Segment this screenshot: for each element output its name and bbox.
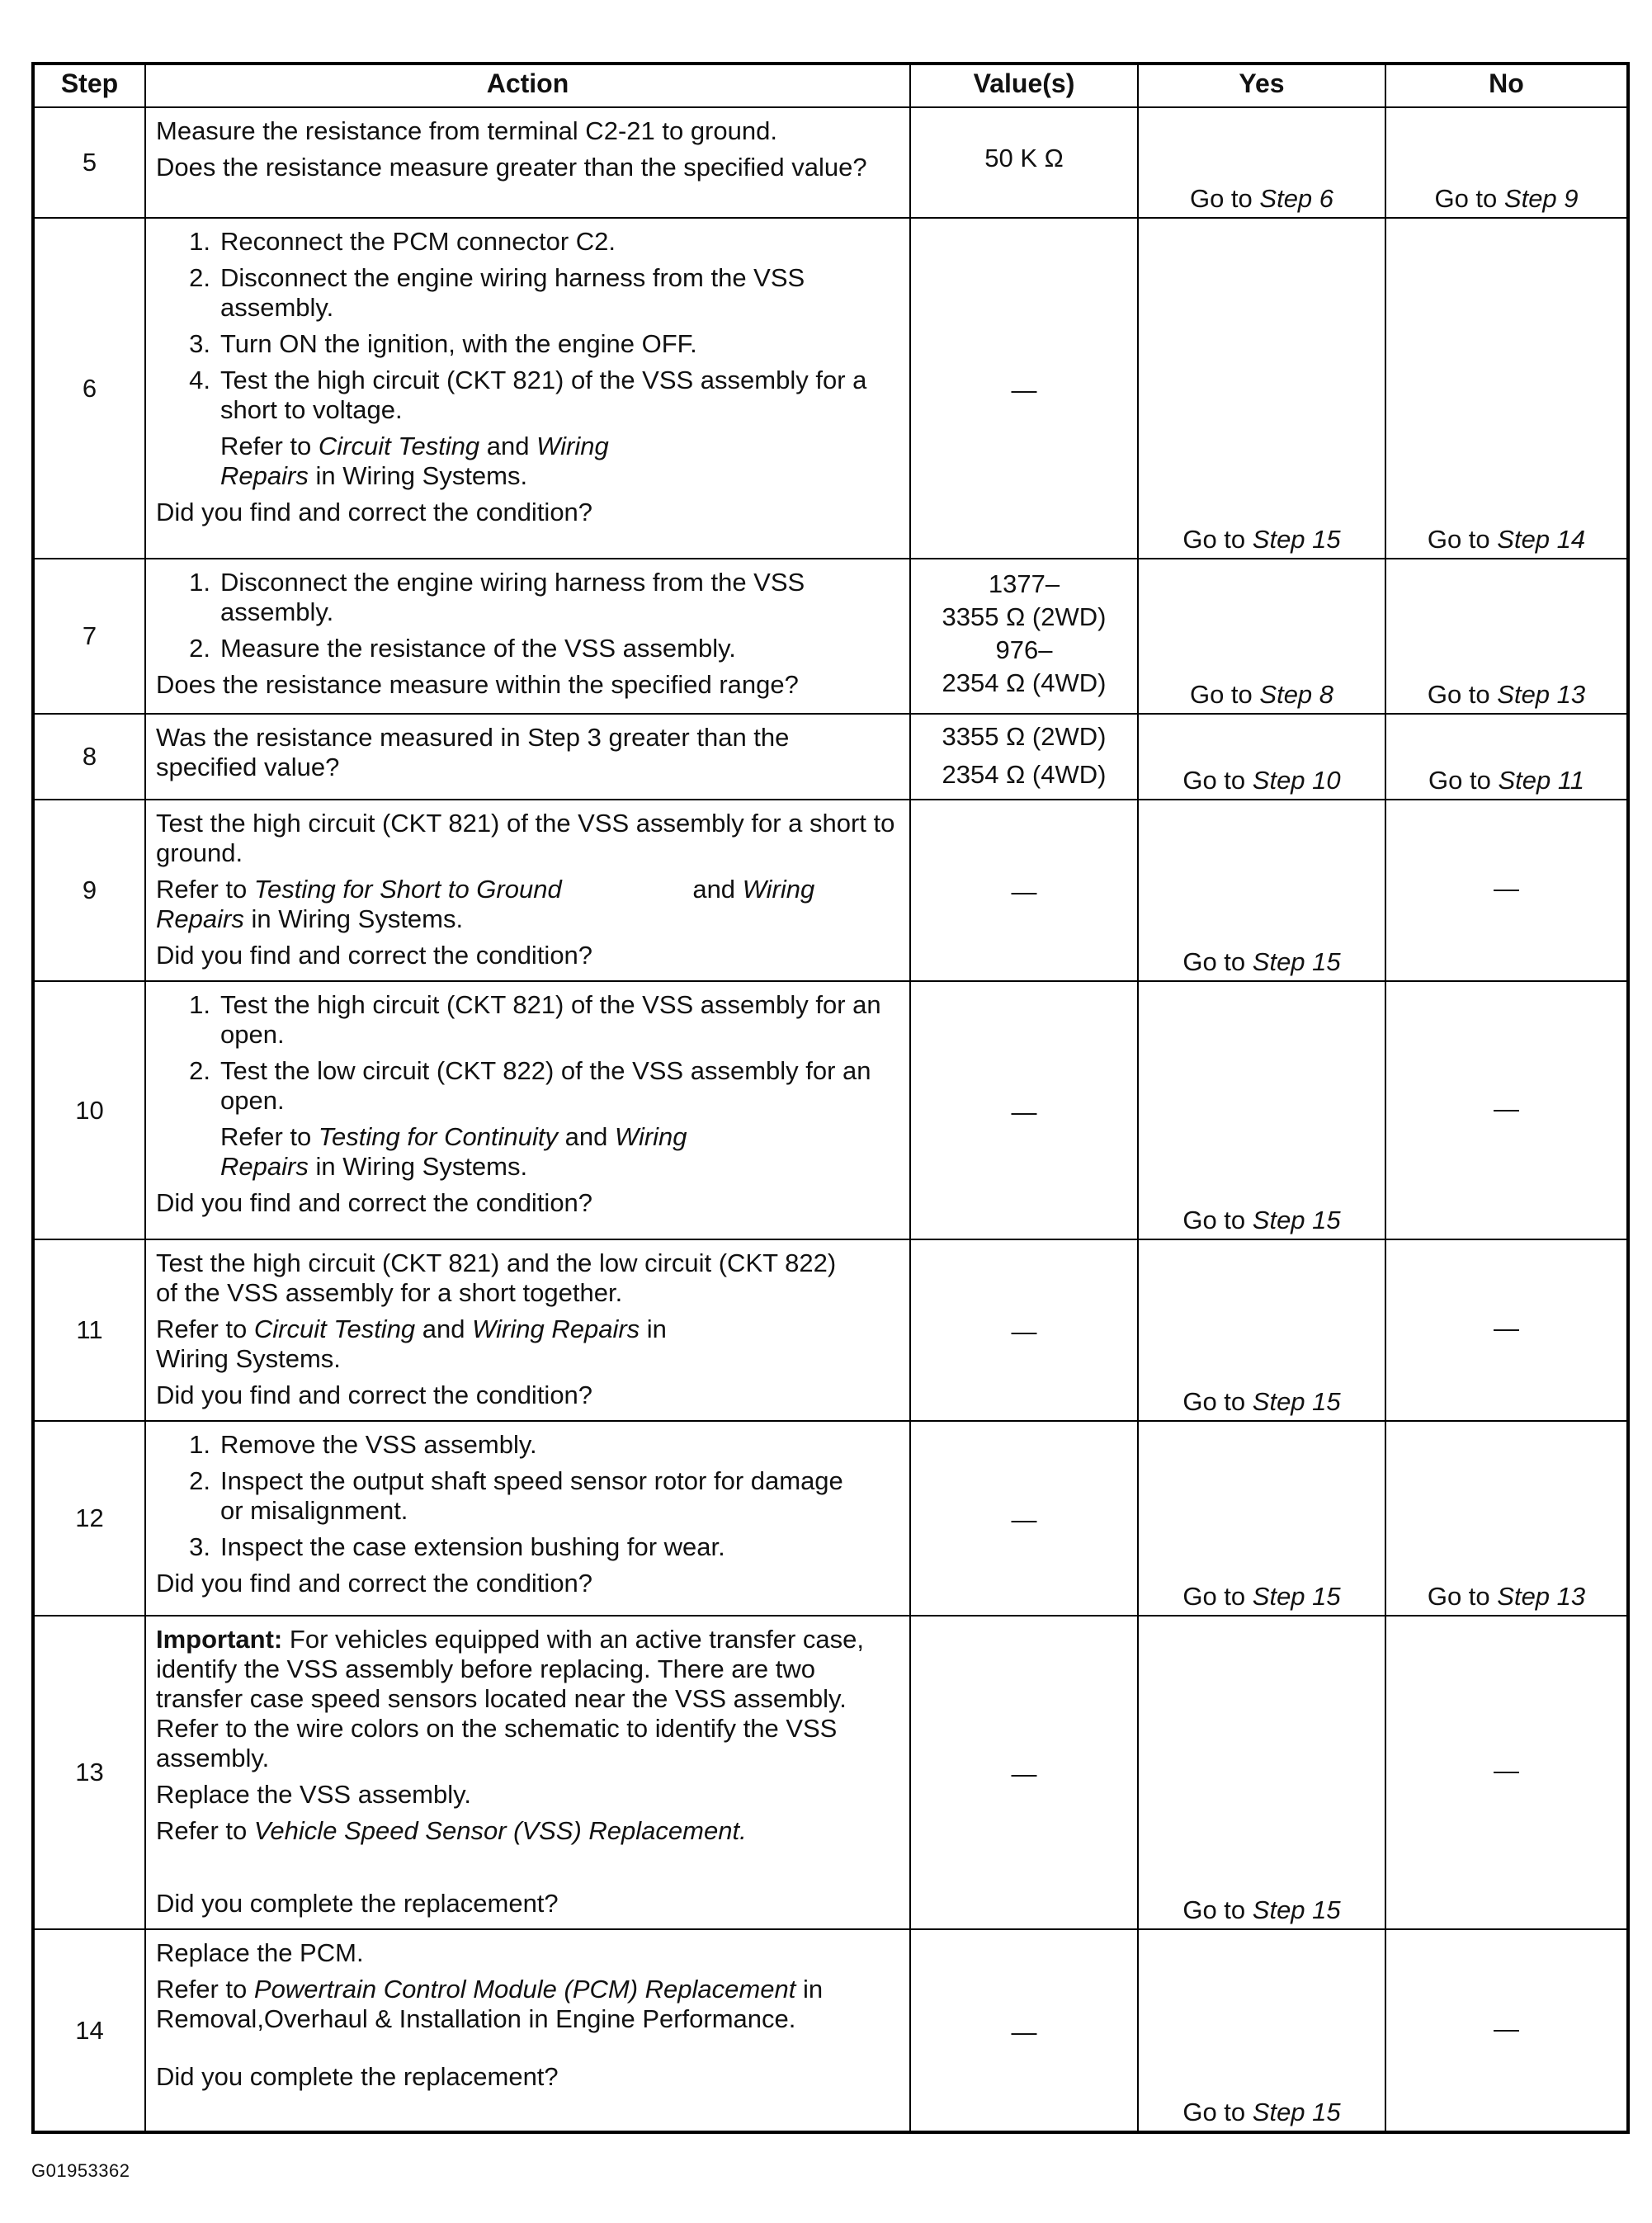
- step-number: 9: [33, 800, 145, 981]
- action-text: Replace the VSS assembly.: [156, 1780, 471, 1809]
- yes-step-link: Step 15: [1252, 947, 1341, 976]
- yes-cell: Go to Step 10: [1138, 714, 1385, 800]
- action-text: Measure the resistance from terminal C2-21 to ground.: [156, 116, 777, 145]
- no-step-link: Step 13: [1497, 1582, 1586, 1611]
- header-step: Step: [33, 64, 145, 107]
- refer-text: Refer to Powertrain Control Module (PCM) Replacement in Removal,Overhaul & Installation in Engine Performance.: [156, 1975, 824, 2033]
- step-number: 7: [33, 559, 145, 714]
- table-row: [33, 559, 1628, 714]
- no-cell: —: [1385, 981, 1628, 1239]
- yes-cell: Go to Step 15: [1138, 1616, 1385, 1929]
- no-step-link: Step 9: [1503, 184, 1579, 213]
- step-number: 13: [33, 1616, 145, 1929]
- yes-cell: Go to Step 15: [1138, 1239, 1385, 1421]
- go-to-label: Go to: [1189, 184, 1253, 213]
- list-item: 1. Disconnect the engine wiring harness from the VSS assembly.: [189, 568, 805, 626]
- important-note: Important: For vehicles equipped with an active transfer case, identify the VSS assembly before replacing. There are two transfer case speed sensors located near the VSS assembly. Refer to the wire colors on the schematic to identify the VSS assembly.: [156, 1625, 865, 1772]
- question-text: Did you complete the replacement?: [156, 1889, 559, 1918]
- yes-step-link: Step 15: [1252, 525, 1341, 554]
- list-item: 1. Reconnect the PCM connector C2.: [189, 227, 616, 256]
- action-cell: [145, 1616, 910, 1929]
- action-cell: [145, 1929, 910, 2132]
- yes-cell: Go to Step 15: [1138, 800, 1385, 981]
- action-cell: [145, 981, 910, 1239]
- question-text: Did you find and correct the condition?: [156, 1381, 593, 1409]
- table-row: [33, 1421, 1628, 1616]
- question-text: Did you find and correct the condition?: [156, 498, 593, 526]
- list-item: 1. Test the high circuit (CKT 821) of the VSS assembly for an open.: [189, 990, 881, 1049]
- value-cell: —: [910, 218, 1138, 559]
- no-cell: [1385, 107, 1628, 218]
- step-number: 14: [33, 1929, 145, 2132]
- question-text: Was the resistance measured in Step 3 greater than the specified value?: [156, 723, 790, 781]
- no-cell: Go to Step 13: [1385, 1421, 1628, 1616]
- value-cell: —: [910, 1421, 1138, 1616]
- value-cell: —: [910, 1616, 1138, 1929]
- yes-step-link: Step 15: [1252, 1206, 1341, 1234]
- figure-id: G01953362: [31, 2160, 130, 2181]
- list-item: 2. Disconnect the engine wiring harness from the VSS assembly.: [189, 263, 805, 322]
- header-values: Value(s): [910, 64, 1138, 107]
- action-cell: [145, 1239, 910, 1421]
- table-row: [33, 800, 1628, 981]
- list-item: 3. Turn ON the ignition, with the engine OFF.: [189, 329, 697, 358]
- yes-step-link: Step 6: [1259, 184, 1334, 213]
- question-text: Does the resistance measure greater than the specified value?: [156, 153, 867, 182]
- no-step-link: Step 11: [1498, 766, 1585, 795]
- header-row: [33, 64, 1628, 107]
- table-row: [33, 1616, 1628, 1929]
- yes-step-link: Step 10: [1252, 766, 1341, 795]
- list-item: 1. Remove the VSS assembly.: [189, 1430, 537, 1459]
- action-cell: [145, 559, 910, 714]
- list-item: 2. Inspect the output shaft speed sensor rotor for damage or misalignment.: [189, 1466, 843, 1525]
- value-cell: —: [910, 1929, 1138, 2132]
- no-cell: —: [1385, 1616, 1628, 1929]
- action-cell: [145, 218, 910, 559]
- no-cell: Go to Step 11: [1385, 714, 1628, 800]
- yes-cell: Go to Step 15: [1138, 981, 1385, 1239]
- no-cell: Go to Step 13: [1385, 559, 1628, 714]
- no-step-link: Step 13: [1497, 680, 1586, 709]
- list-item: 4. Test the high circuit (CKT 821) of the VSS assembly for a short to voltage.: [189, 366, 867, 424]
- question-text: Did you complete the replacement?: [156, 2062, 559, 2091]
- refer-text: Refer to Circuit Testing and Wiring Repairs in Wiring Systems.: [220, 432, 609, 490]
- value-text: 50 K Ω: [984, 144, 1064, 172]
- no-cell: Go to Step 14: [1385, 218, 1628, 559]
- table-row: [33, 714, 1628, 800]
- yes-step-link: Step 15: [1252, 1582, 1341, 1611]
- value-cell: [910, 107, 1138, 218]
- action-cell: [145, 714, 910, 800]
- action-text: Replace the PCM.: [156, 1938, 364, 1967]
- refer-text: Refer to Testing for Continuity and Wiring Repairs in Wiring Systems.: [220, 1122, 687, 1181]
- table-row: [33, 218, 1628, 559]
- refer-text: Refer to Testing for Short to Ground and Wiring Repairs in Wiring Systems.: [156, 875, 815, 933]
- header-action: Action: [145, 64, 910, 107]
- yes-cell: Go to Step 15: [1138, 218, 1385, 559]
- no-cell: —: [1385, 1929, 1628, 2132]
- question-text: Did you find and correct the condition?: [156, 1569, 593, 1598]
- action-cell: [145, 107, 910, 218]
- question-text: Does the resistance measure within the specified range?: [156, 670, 799, 699]
- step-number: 6: [33, 218, 145, 559]
- diagnostic-table: [31, 62, 1630, 2134]
- yes-step-link: Step 15: [1252, 2098, 1341, 2126]
- action-cell: [145, 1421, 910, 1616]
- no-cell: —: [1385, 800, 1628, 981]
- yes-step-link: Step 8: [1259, 680, 1334, 709]
- table-row: [33, 107, 1628, 218]
- refer-text: Refer to Circuit Testing and Wiring Repairs in Wiring Systems.: [156, 1314, 667, 1373]
- header-no: No: [1385, 64, 1628, 107]
- header-yes: Yes: [1138, 64, 1385, 107]
- list-item: 3. Inspect the case extension bushing for wear.: [189, 1532, 725, 1561]
- refer-text: Refer to Vehicle Speed Sensor (VSS) Replacement.: [156, 1816, 747, 1845]
- list-item: 2. Test the low circuit (CKT 822) of the VSS assembly for an open.: [189, 1056, 871, 1115]
- list-item: 2. Measure the resistance of the VSS assembly.: [189, 634, 736, 663]
- yes-step-link: Step 15: [1252, 1387, 1341, 1416]
- yes-cell: Go to Step 15: [1138, 1421, 1385, 1616]
- yes-cell: Go to Step 15: [1138, 1929, 1385, 2132]
- value-cell: —: [910, 1239, 1138, 1421]
- yes-cell: [1138, 107, 1385, 218]
- table-row: [33, 1239, 1628, 1421]
- value-cell: 3355 Ω (2WD) 2354 Ω (4WD): [910, 714, 1138, 800]
- step-number: 11: [33, 1239, 145, 1421]
- action-cell: [145, 800, 910, 981]
- question-text: Did you find and correct the condition?: [156, 941, 593, 970]
- step-number: 10: [33, 981, 145, 1239]
- action-text: Test the high circuit (CKT 821) of the VSS assembly for a short to ground.: [156, 809, 895, 867]
- step-number: 8: [33, 714, 145, 800]
- no-cell: —: [1385, 1239, 1628, 1421]
- table-row: [33, 981, 1628, 1239]
- yes-cell: Go to Step 8: [1138, 559, 1385, 714]
- table-row: [33, 1929, 1628, 2132]
- important-label: Important:: [156, 1625, 283, 1654]
- no-step-link: Step 14: [1497, 525, 1586, 554]
- question-text: Did you find and correct the condition?: [156, 1188, 593, 1217]
- yes-step-link: Step 15: [1252, 1895, 1341, 1924]
- go-to-label: Go to: [1434, 184, 1498, 213]
- step-number: 12: [33, 1421, 145, 1616]
- value-cell: —: [910, 981, 1138, 1239]
- step-number: 5: [33, 107, 145, 218]
- value-cell: —: [910, 800, 1138, 981]
- value-cell: 1377– 3355 Ω (2WD) 976– 2354 Ω (4WD): [910, 559, 1138, 714]
- action-text: Test the high circuit (CKT 821) and the low circuit (CKT 822) of the VSS assembly for a short together.: [156, 1248, 837, 1307]
